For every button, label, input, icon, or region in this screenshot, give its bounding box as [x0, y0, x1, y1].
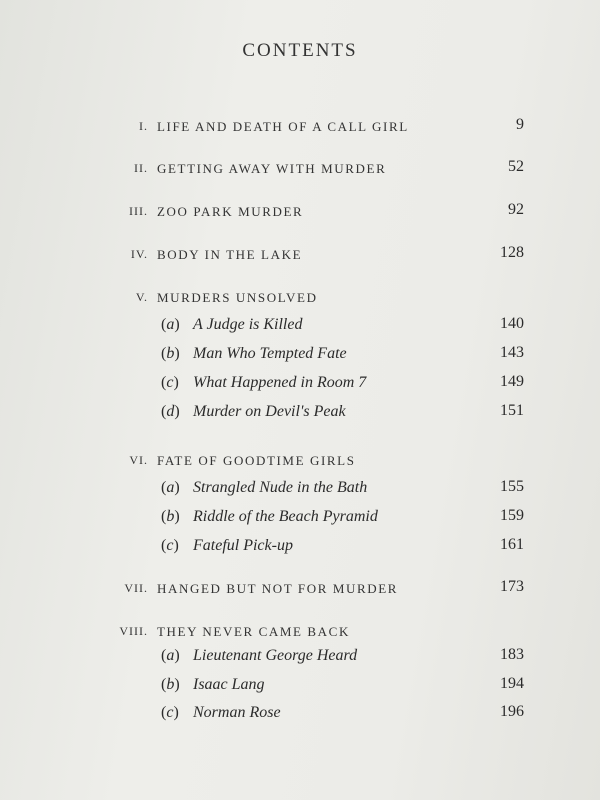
- sub-entry: [0, 537, 600, 561]
- chapter-title: THEY NEVER CAME BACK: [157, 624, 350, 639]
- page-number: 155: [500, 478, 524, 495]
- sub-letter: (d): [161, 403, 180, 420]
- page-number: 52: [508, 158, 524, 175]
- sub-title: Murder on Devil's Peak: [193, 403, 346, 420]
- page-number: 143: [500, 344, 524, 361]
- page-number: 183: [500, 646, 524, 663]
- sub-entry: [0, 647, 600, 671]
- sub-title: What Happened in Room 7: [193, 374, 367, 391]
- chapter-entry: [0, 202, 600, 226]
- page-number: 92: [508, 201, 524, 218]
- chapter-numeral: II.: [134, 161, 148, 175]
- page-number: 194: [500, 675, 524, 692]
- chapter-numeral: V.: [135, 290, 148, 304]
- sub-letter: (a): [161, 316, 180, 333]
- chapter-entry: [0, 288, 600, 312]
- chapter-title: ZOO PARK MURDER: [157, 204, 304, 219]
- chapter-numeral: VIII.: [119, 624, 148, 638]
- sub-title: Strangled Nude in the Bath: [193, 479, 368, 496]
- chapter-entry: [0, 579, 600, 603]
- chapter-numeral: VI.: [129, 453, 148, 467]
- sub-letter: (b): [161, 676, 180, 693]
- chapter-entry: [0, 117, 600, 141]
- sub-letter: (a): [161, 647, 180, 664]
- sub-entry: [0, 479, 600, 503]
- sub-entry: [0, 704, 600, 728]
- sub-entry: [0, 403, 600, 427]
- sub-title: Isaac Lang: [193, 676, 265, 693]
- page-number: 159: [500, 507, 524, 524]
- chapter-numeral: I.: [139, 119, 148, 133]
- page-number: 9: [516, 116, 524, 133]
- page-number: 149: [500, 373, 524, 390]
- chapter-entry: [0, 159, 600, 183]
- sub-letter: (a): [161, 479, 180, 496]
- chapter-title: HANGED BUT NOT FOR MURDER: [157, 581, 399, 596]
- page-number: 196: [500, 703, 524, 720]
- page-number: 161: [500, 536, 524, 553]
- sub-title: Riddle of the Beach Pyramid: [193, 508, 378, 525]
- sub-entry: [0, 345, 600, 369]
- page-number: 128: [500, 244, 524, 261]
- sub-letter: (c): [161, 537, 179, 554]
- contents-heading: CONTENTS: [242, 40, 358, 61]
- chapter-entry: [0, 451, 600, 475]
- chapter-numeral: III.: [129, 204, 148, 218]
- sub-title: Lieutenant George Heard: [193, 647, 358, 664]
- chapter-entry: [0, 245, 600, 269]
- chapter-title: GETTING AWAY WITH MURDER: [157, 161, 387, 176]
- chapter-title: FATE OF GOODTIME GIRLS: [157, 453, 356, 468]
- chapter-title: MURDERS UNSOLVED: [157, 290, 318, 305]
- sub-letter: (b): [161, 508, 180, 525]
- sub-title: Man Who Tempted Fate: [193, 345, 347, 362]
- chapter-numeral: VII.: [124, 581, 148, 595]
- sub-letter: (b): [161, 345, 180, 362]
- sub-title: Norman Rose: [193, 704, 281, 721]
- sub-title: A Judge is Killed: [193, 316, 303, 333]
- page-number: 151: [500, 402, 524, 419]
- chapter-numeral: IV.: [130, 247, 148, 261]
- sub-entry: [0, 316, 600, 340]
- page-number: 140: [500, 315, 524, 332]
- chapter-entry: [0, 622, 600, 646]
- sub-entry: [0, 508, 600, 532]
- sub-letter: (c): [161, 374, 179, 391]
- page-number: 173: [500, 578, 524, 595]
- chapter-title: LIFE AND DEATH OF A CALL GIRL: [157, 119, 409, 134]
- chapter-title: BODY IN THE LAKE: [157, 247, 303, 262]
- sub-entry: [0, 374, 600, 398]
- sub-letter: (c): [161, 704, 179, 721]
- sub-title: Fateful Pick-up: [193, 537, 293, 554]
- sub-entry: [0, 676, 600, 700]
